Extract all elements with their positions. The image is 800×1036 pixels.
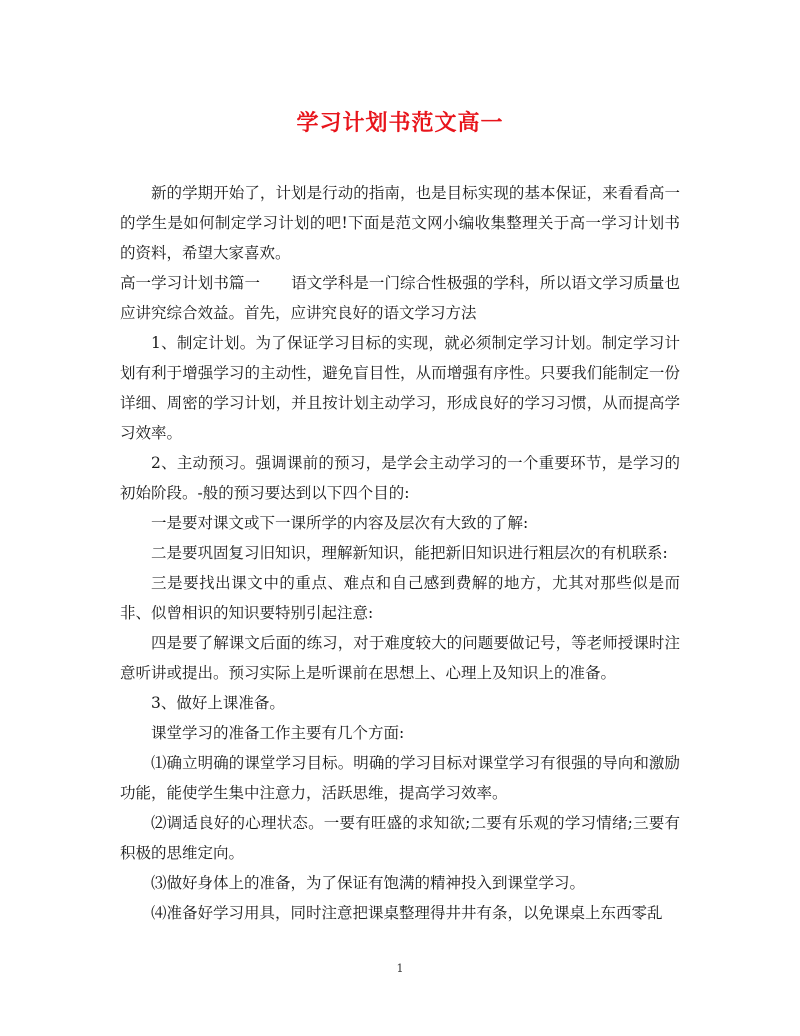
preview-paragraph: 2、主动预习。强调课前的预习，是学会主动学习的一个重要环节，是学习的初始阶段。-般的预习要达到以下四个目的:: [120, 454, 680, 502]
aspect-four-paragraph: ⑷准备好学习用具，同时注意把课桌整理得井井有条，以免课桌上东西零乱: [151, 904, 663, 922]
goal-four-paragraph: 四是要了解课文后面的练习，对于难度较大的问题要做记号，等老师授课时注意听讲或提出。预习实际上是听课前在思想上、心理上及知识上的准备。: [120, 634, 680, 682]
goal-two-paragraph: 二是要巩固复习旧知识，理解新知识，能把新旧知识进行粗层次的有机联系:: [151, 544, 668, 562]
aspect-two-paragraph: ⑵调适良好的心理状态。一要有旺盛的求知欲;二要有乐观的学习情绪;三要有积极的思维定向。: [120, 814, 680, 862]
plan-paragraph: 1、制定计划。为了保证学习目标的实现，就必须制定学习计划。制定学习计划有利于增强学习的主动性，避免盲目性，从而增强有序性。只要我们能制定一份详细、周密的学习计划，并且按计划主动学习，形成良好的学习习惯，从而提高学习效率。: [120, 334, 680, 442]
section-heading-paragraph: 高一学习计划书篇一 语文学科是一门综合性极强的学科，所以语文学习质量也应讲究综合效益。首先，应讲究良好的语文学习方法: [120, 274, 680, 322]
page-number: 1: [396, 962, 404, 975]
aspect-one-paragraph: ⑴确立明确的课堂学习目标。明确的学习目标对课堂学习有很强的导向和激励功能，能使学生集中注意力，活跃思维，提高学习效率。: [120, 754, 680, 802]
document-title: 学习计划书范文高一: [296, 110, 504, 136]
prepare-class-heading: 3、做好上课准备。: [151, 694, 285, 712]
prepare-aspects-paragraph: 课堂学习的准备工作主要有几个方面:: [151, 724, 405, 742]
intro-paragraph: 新的学期开始了，计划是行动的指南，也是目标实现的基本保证，来看看高一的学生是如何制定学习计划的吧!下面是范文网小编收集整理关于高一学习计划书的资料，希望大家喜欢。: [120, 184, 680, 262]
aspect-three-paragraph: ⑶做好身体上的准备，为了保证有饱满的精神投入到课堂学习。: [151, 874, 586, 892]
goal-one-paragraph: 一是要对课文或下一课所学的内容及层次有大致的了解:: [151, 514, 529, 532]
document-body: [120, 178, 680, 928]
goal-three-paragraph: 三是要找出课文中的重点、难点和自己感到费解的地方，尤其对那些似是而非、似曾相识的知识要特别引起注意:: [120, 574, 680, 622]
